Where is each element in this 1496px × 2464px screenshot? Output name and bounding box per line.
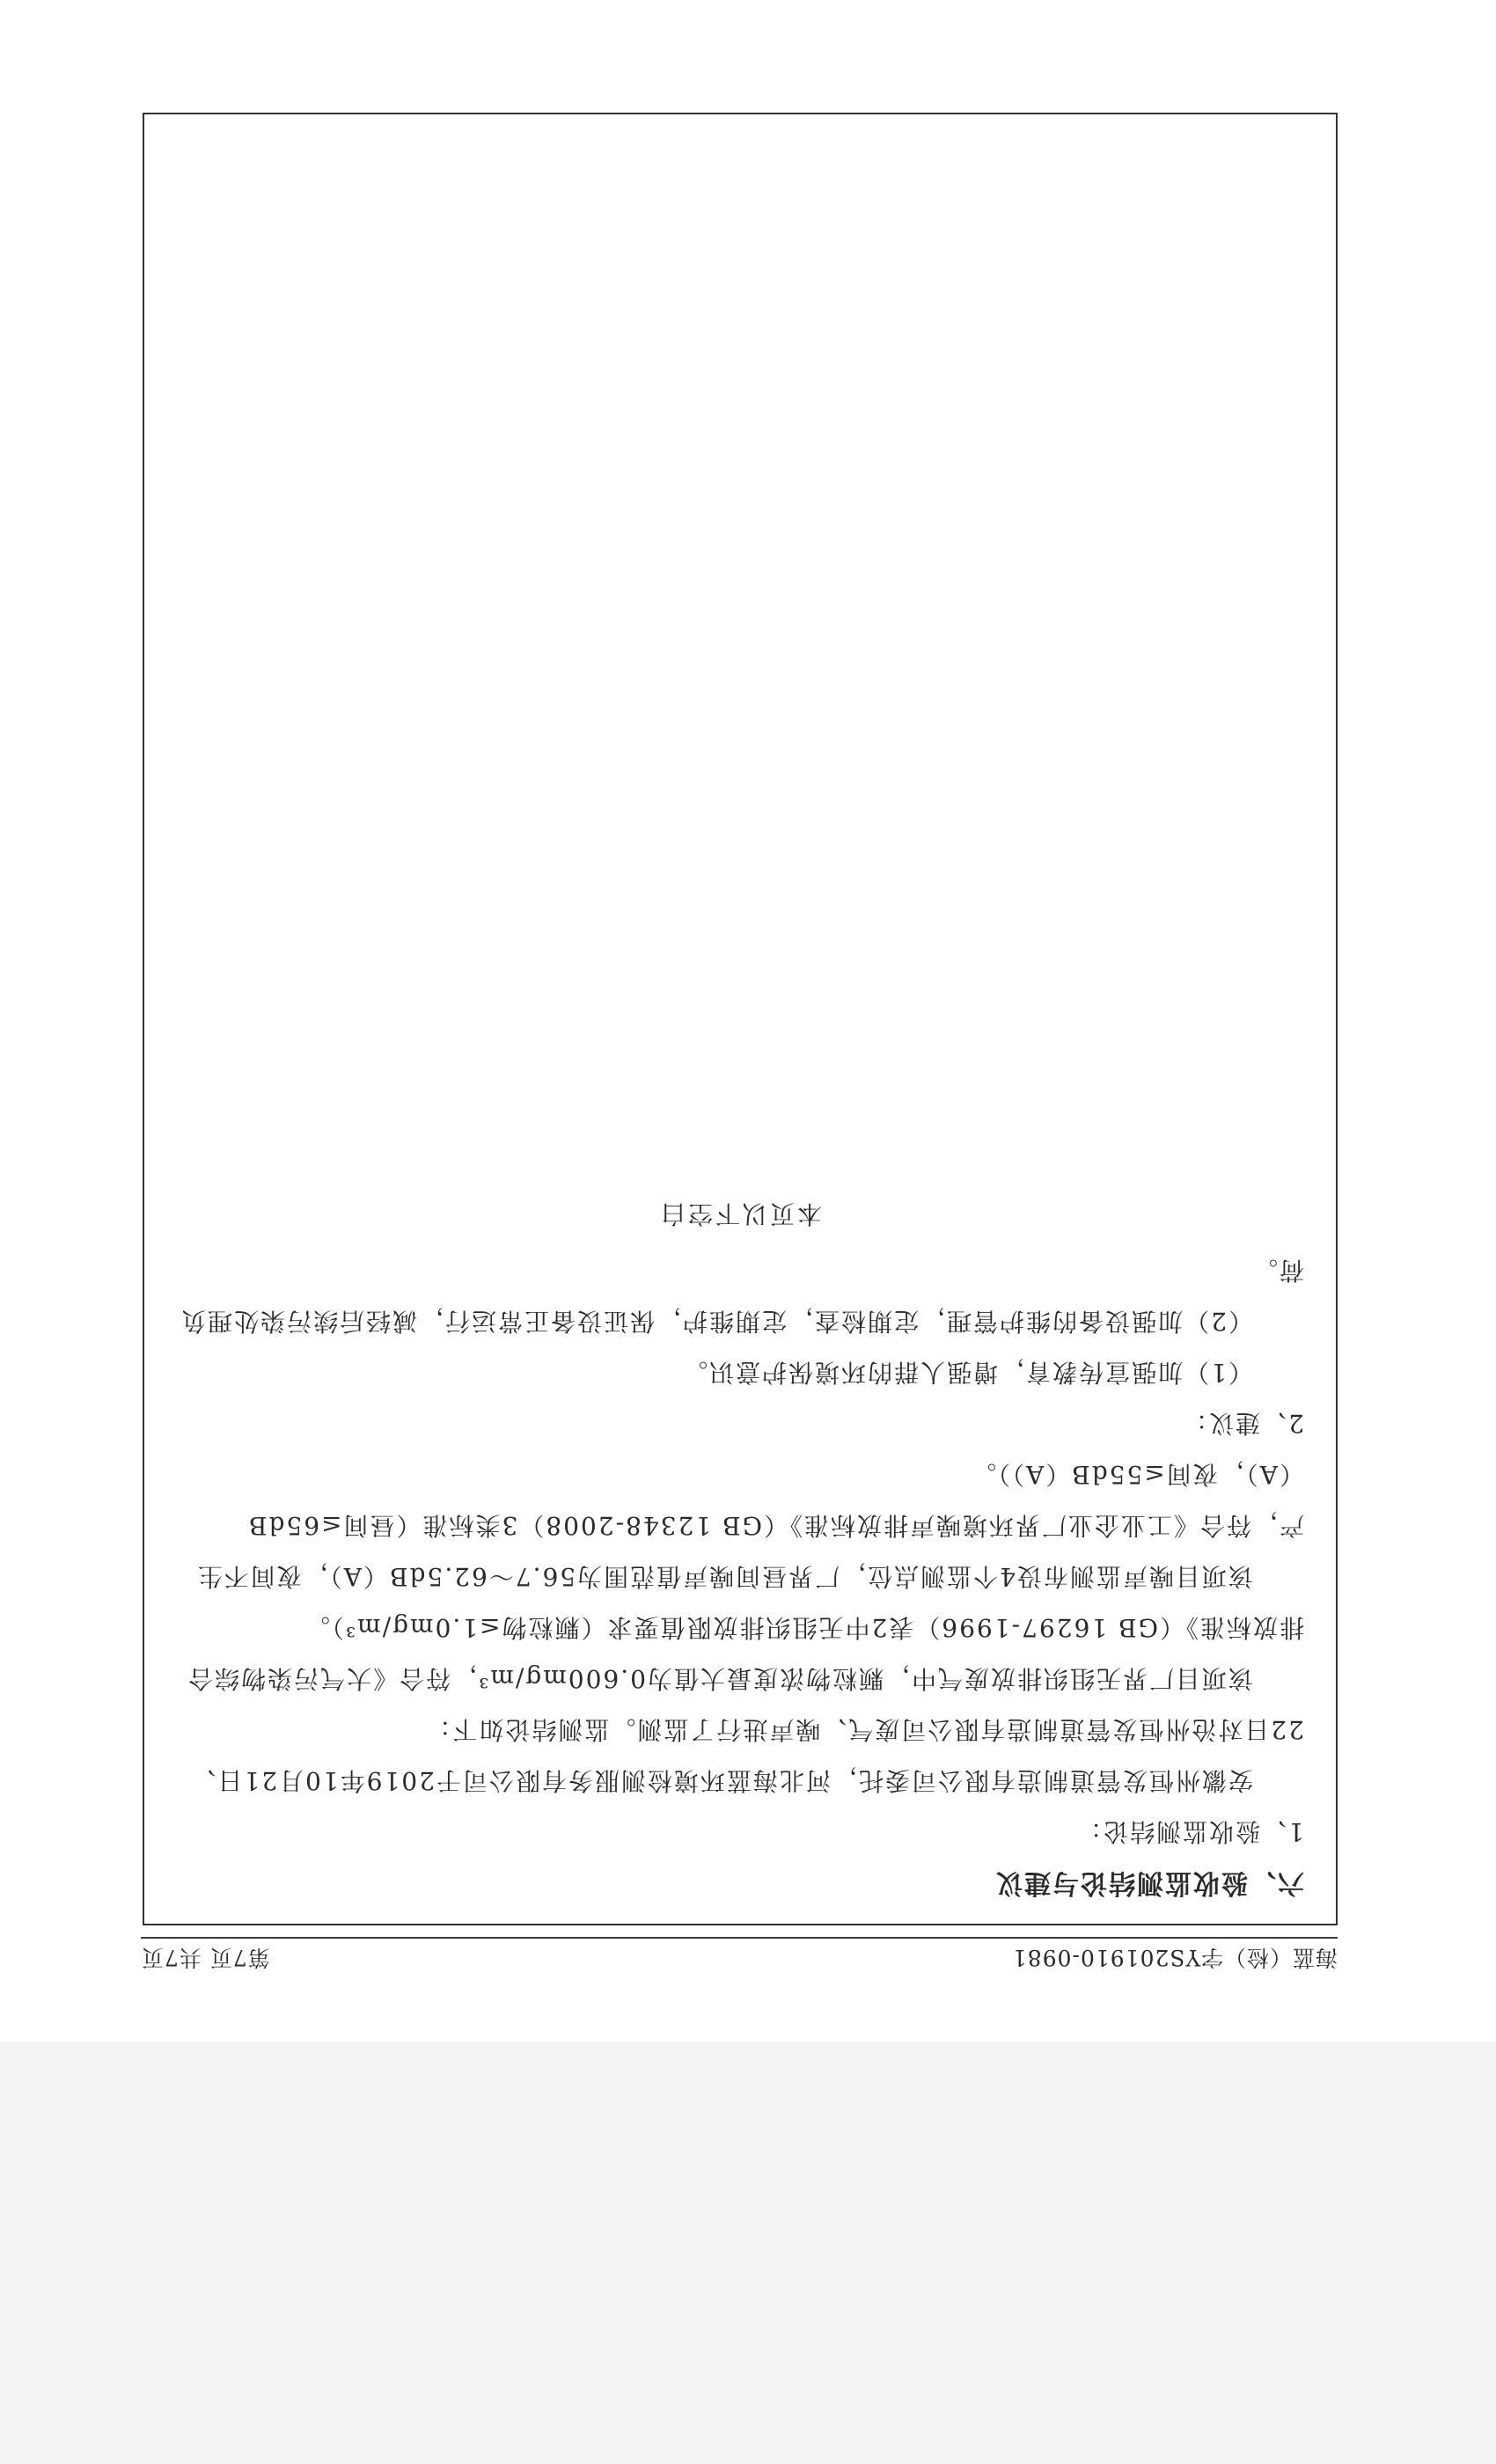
page-indicator: 第7页 共7页 — [141, 1945, 270, 1970]
conclusion-heading: 1、验收监测结论： — [1075, 1817, 1304, 1846]
page-header — [141, 1943, 1338, 1982]
blank-below-note: 本页以下空白 — [658, 1199, 823, 1228]
header-divider — [141, 1937, 1338, 1939]
content-frame — [143, 113, 1338, 1925]
scan-shadow — [0, 2042, 1496, 2464]
section-title: 六、验收监测结论与建议 — [994, 1867, 1304, 1898]
suggestion-item: （2）加强设备的维护管理，定期检查，定期维护，保证设备正常运行，减轻后续污染处理负荷。 — [180, 1256, 1304, 1336]
suggestion-item: （1）加强宣传教育，增强人群的环境保护意识。 — [681, 1358, 1253, 1387]
air-conclusion: 该项目厂界无组织排放废气中，颗粒物浓度最大值为0.600mg/m³，符合《大气污染物综合排放标准》（GB 16297-1996）表2中无组织排放限值要求（颗粒物≤1.0mg/m³）。 — [187, 1613, 1304, 1693]
noise-conclusion: 该项目噪声监测布设4个监测点位，厂界昼间噪声值范围为56.7～62.5dB（A），夜间不生产，符合《工业企业厂界环境噪声排放标准》（GB 12348-2008）3类标准（昼间≤65dB（A），夜间≤55dB（A））。 — [195, 1460, 1304, 1591]
conclusion-intro: 安徽州恒发管道制造有限公司委托，河北海蓝环境检测服务有限公司于2019年10月21日、22日对沧州恒发管道制造有限公司废气、噪声进行了监测。监测结论如下： — [189, 1715, 1304, 1795]
report-number: 海蓝（检）字YS201910-0981 — [1011, 1945, 1338, 1970]
document-body — [176, 1188, 1304, 1908]
suggestion-heading: 2、建议： — [1181, 1409, 1304, 1438]
